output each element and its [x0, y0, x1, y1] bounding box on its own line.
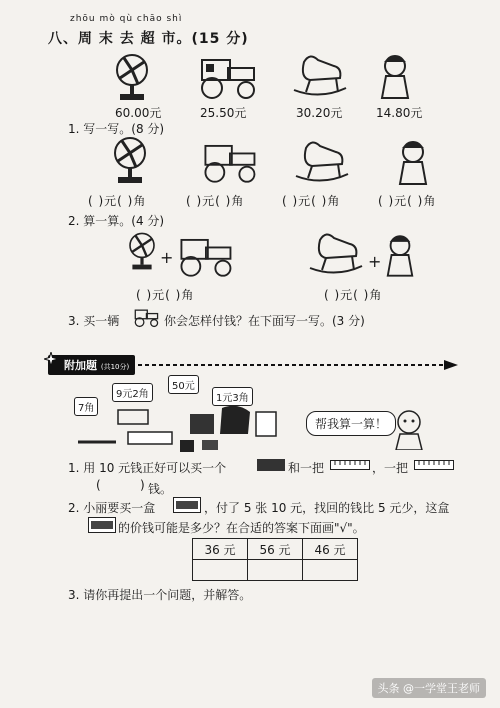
- tractor-icon: [192, 52, 262, 100]
- price-tag-notebook: 1元3角: [212, 387, 253, 406]
- tractor-icon: [172, 232, 238, 278]
- watercolor-box-icon: [88, 517, 116, 533]
- doll-icon: [378, 52, 412, 100]
- fan-icon: [112, 52, 152, 102]
- rocking-horse-icon: [292, 138, 352, 186]
- bonus-p1-line2: 钱。: [148, 482, 173, 496]
- q2-answer-right[interactable]: ( )元( )角: [324, 288, 383, 302]
- bonus-p3: 3. 请你再提出一个问题，并解答。: [68, 588, 252, 602]
- fan-icon: [126, 228, 158, 274]
- bonus-p2-end: 的价钱可能是多少？在合适的答案下面画"√"。: [118, 521, 365, 535]
- answer-option: 46 元: [303, 539, 358, 560]
- bonus-p1-end: ，一把: [372, 461, 409, 475]
- bonus-p1-mid: 和一把: [288, 461, 325, 475]
- pencil-box-icon: [256, 458, 286, 472]
- plus-sign: +: [160, 248, 174, 267]
- sparkle-icon: [44, 352, 58, 366]
- bonus-banner-title: 附加题: [64, 359, 97, 372]
- price-doll: 14.80元: [376, 106, 423, 120]
- q3-text-end: 你会怎样付钱？在下面写一写。(3 分): [164, 314, 365, 328]
- ruler-icon: [414, 460, 454, 470]
- answer-option: 36 元: [193, 539, 248, 560]
- q1-answer-horse[interactable]: ( )元( )角: [282, 194, 341, 208]
- q1-answer-fan[interactable]: ( )元( )角: [88, 194, 147, 208]
- answer-check-cell[interactable]: [193, 560, 248, 581]
- bonus-p2-start: 2. 小丽要买一盒: [68, 501, 156, 515]
- q2-answer-left[interactable]: ( )元( )角: [136, 288, 195, 302]
- plus-sign: +: [368, 252, 382, 271]
- rocking-horse-icon: [306, 230, 366, 278]
- q1-answer-doll[interactable]: ( )元( )角: [378, 194, 437, 208]
- speech-bubble: 帮我算一算！: [306, 411, 396, 436]
- bonus-banner-points: (共10分): [100, 363, 130, 371]
- section-title: 八、周 末 去 超 市。(15 分): [48, 31, 249, 47]
- rocking-horse-icon: [290, 52, 350, 100]
- price-tag-schoolbag: 50元: [168, 375, 199, 394]
- price-rocking-horse: 30.20元: [296, 106, 343, 120]
- fan-icon: [110, 134, 150, 186]
- ruler-icon: [330, 460, 370, 470]
- answer-check-cell[interactable]: [248, 560, 303, 581]
- dashed-arrow-divider: [138, 360, 460, 370]
- title-pinyin: zhōu mò qù chāo shì: [70, 14, 183, 24]
- stationery-items-illustration: [72, 404, 292, 454]
- price-tractor: 25.50元: [200, 106, 247, 120]
- answer-row-values: [193, 539, 358, 560]
- watercolor-box-icon: [173, 497, 201, 513]
- doll-icon: [396, 138, 430, 186]
- q3-text-start: 3. 买一辆: [68, 314, 120, 328]
- answer-table: [192, 538, 358, 581]
- bonus-p1-blank[interactable]: (: [96, 478, 102, 492]
- answer-option: 56 元: [248, 539, 303, 560]
- bonus-p2-mid: ，付了 5 张 10 元，找回的钱比 5 元少，这盒: [204, 501, 450, 515]
- price-tag-pencil-box: 9元2角: [112, 383, 153, 402]
- q1-label: 1. 写一写。(8 分): [68, 122, 165, 136]
- bonus-p1-blank-close[interactable]: ): [140, 478, 146, 492]
- price-fan: 60.00元: [115, 106, 162, 120]
- tractor-icon: [131, 306, 161, 328]
- price-tag-eraser: 7角: [74, 397, 98, 416]
- bonus-banner: [48, 355, 135, 375]
- answer-row-checks: [193, 560, 358, 581]
- q2-label: 2. 算一算。(4 分): [68, 214, 165, 228]
- girl-icon: [392, 408, 426, 450]
- bonus-p1-start: 1. 用 10 元钱正好可以买一个: [68, 461, 227, 475]
- doll-icon: [384, 232, 416, 278]
- tractor-icon: [196, 138, 262, 184]
- watermark: 头条 @一学堂王老师: [372, 678, 487, 698]
- q1-answer-tractor[interactable]: ( )元( )角: [186, 194, 245, 208]
- answer-check-cell[interactable]: [303, 560, 358, 581]
